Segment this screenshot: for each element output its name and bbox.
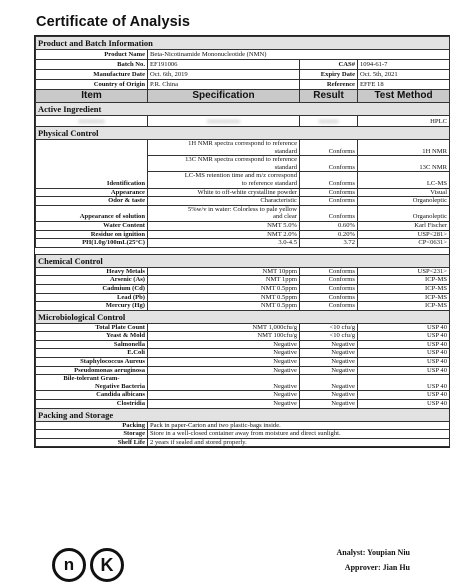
physical-row-item: Odor & taste [36,197,148,206]
physical-row-method: Visual [358,188,450,197]
certificate-table-frame [34,35,450,448]
micro-row-spec: Negative [148,349,300,358]
micro-row-item: Bile-tolerant Gram- Negative Bacteria [36,375,148,391]
analyst-signature: Analyst: Youpian Niu [336,548,410,557]
physical-row-method: Karl Fischer [358,221,450,230]
chemical-row-result: Conforms [300,284,358,293]
micro-row-method: USP 40 [358,332,450,341]
product-info-table [35,36,450,447]
active-section-heading: Active Ingredient [36,103,450,116]
physical-row-spec: NMT 2.0% [148,230,300,239]
chemical-row-method: USP<231> [358,267,450,276]
column-header-result: Result [300,90,358,103]
micro-row-result: Negative [300,391,358,400]
micro-row-method: USP 40 [358,391,450,400]
physical-row-result: 0.20% [300,230,358,239]
footer [34,534,448,586]
micro-row-result: <10 cfu/g [300,332,358,341]
active-method: HPLC [358,116,450,127]
physical-row-method: 1H NMR [358,140,450,156]
physical-row-spec: 5%w/v in water: Colorless to pale yellow and clear [148,205,300,221]
micro-row-result: Negative [300,340,358,349]
chemical-row-item: Mercury (Hg) [36,302,148,311]
chemical-row-item: Cadmium (Cd) [36,284,148,293]
micro-row-method: USP 40 [358,349,450,358]
micro-row-result: <10 cfu/g [300,323,358,332]
chemical-row-item: Heavy Metals [36,267,148,276]
micro-row-result: Negative [300,349,358,358]
product-name-label: Product Name [36,50,148,60]
packing-label: Packing [36,421,148,430]
micro-row-spec: Negative [148,358,300,367]
chemical-row-method: ICP-MS [358,302,450,311]
packing-value: Pack in paper-Carton and two plastic-bags inside. [148,421,450,430]
chemical-row-spec: NMT 10ppm [148,267,300,276]
product-name-value: Beta-Nicotinamide Mononucleotide (NMN) [148,50,450,60]
physical-row-result: 0.60% [300,221,358,230]
shelf-life-value: 2 years if sealed and stored properly. [148,438,450,447]
chemical-row-spec: NMT 0.5ppm [148,293,300,302]
physical-row-spec: White to off-white crystalline powder [148,188,300,197]
physical-row-result: Conforms [300,156,358,172]
country-origin-label: Country of Origin [36,80,148,90]
reference-label: Reference [300,80,358,90]
chemical-row-result: Conforms [300,276,358,285]
micro-row-item: Staphylococcus Aureus [36,358,148,367]
column-header-row [36,90,450,103]
micro-row-spec: Negative [148,391,300,400]
physical-row-method: USP<281> [358,230,450,239]
physical-row-method: Organoleptic [358,205,450,221]
expiry-date-label: Expiry Date [300,70,358,80]
micro-row-result: Negative [300,375,358,391]
micro-row-item: Yeast & Mold [36,332,148,341]
physical-row-method: 13C NMR [358,156,450,172]
physical-section-heading: Physical Control [36,127,450,140]
shelf-life-label: Shelf Life [36,438,148,447]
chemical-row-spec: NMT 0.5ppm [148,284,300,293]
approver-signature: Approver: Jian Hu [344,563,410,572]
document-title: Certificate of Analysis [36,14,191,30]
physical-row-spec: LC-MS retention time and m/z correspond to reference standard [148,172,300,188]
physical-row-result: Conforms [300,205,358,221]
micro-row-spec: Negative [148,400,300,409]
micro-row-item: Salmonella [36,340,148,349]
physical-row-result: Conforms [300,197,358,206]
storage-value: Store in a well-closed container away from moisture and direct sunlight. [148,430,450,439]
chemical-row-result: Conforms [300,267,358,276]
product-section-heading: Product and Batch Information [36,37,450,50]
micro-row-item: Candida albicans [36,391,148,400]
micro-row-method: USP 40 [358,400,450,409]
manufacture-date-value: Oct. 6th, 2019 [148,70,300,80]
physical-row-result: Conforms [300,172,358,188]
physical-row-item: Appearance [36,188,148,197]
chemical-row-item: Lead (Pb) [36,293,148,302]
physical-row-method: CP<0631> [358,239,450,248]
physical-row-spec: 3.0-4.5 [148,239,300,248]
packing-section-heading: Packing and Storage [36,408,450,421]
micro-row-spec: Negative [148,366,300,375]
micro-row-result: Negative [300,400,358,409]
chemical-row-method: ICP-MS [358,284,450,293]
micro-row-method: USP 40 [358,375,450,391]
micro-row-method: USP 40 [358,366,450,375]
micro-row-result: Negative [300,366,358,375]
micro-row-item: E.Coli [36,349,148,358]
micro-row-method: USP 40 [358,323,450,332]
chemical-row-method: ICP-MS [358,276,450,285]
physical-row-spec: 13C NMR spectra correspond to reference standard [148,156,300,172]
physical-row-item: Water Content [36,221,148,230]
country-origin-value: P.R. China [148,80,300,90]
micro-row-method: USP 40 [358,340,450,349]
physical-row-spec: NMT 5.0% [148,221,300,230]
physical-row-result: 3.72 [300,239,358,248]
identification-label: Identification [36,140,148,189]
micro-row-spec: NMT 1,000cfu/g [148,323,300,332]
chemical-row-result: Conforms [300,302,358,311]
chemical-row-method: ICP-MS [358,293,450,302]
batch-value: EF191006 [148,60,300,70]
column-header-method: Test Method [358,90,450,103]
chemical-row-result: Conforms [300,293,358,302]
cas-label: CAS# [300,60,358,70]
physical-row-result: Conforms [300,140,358,156]
expiry-date-value: Oct. 5th, 2021 [358,70,450,80]
micro-row-item: Pseudomonas aeruginosa [36,366,148,375]
certification-logo-n-icon: n [52,548,86,582]
manufacture-date-label: Manufacture Date [36,70,148,80]
physical-row-result: Conforms [300,188,358,197]
physical-row-method: LC-MS [358,172,450,188]
kosher-logo-icon: K [90,548,124,582]
column-header-specification: Specification [148,90,300,103]
cas-value: 1094-61-7 [358,60,450,70]
micro-section-heading: Microbiological Control [36,310,450,323]
micro-row-spec: NMT 100cfu/g [148,332,300,341]
column-header-item: Item [36,90,148,103]
reference-value: EFFE 18 [358,80,450,90]
storage-label: Storage [36,430,148,439]
blurred-specification: xxxxxxxxxx [148,116,300,127]
physical-row-item: Appearance of solution [36,205,148,221]
micro-row-item: Total Plate Count [36,323,148,332]
micro-row-method: USP 40 [358,358,450,367]
chemical-section-heading: Chemical Control [36,254,450,267]
batch-label: Batch No. [36,60,148,70]
chemical-row-item: Arsenic (As) [36,276,148,285]
physical-row-item: PH(1.0g/100mL(25°C) [36,239,148,248]
spacer-row [36,247,450,254]
physical-row-spec: Characteristic [148,197,300,206]
micro-row-result: Negative [300,358,358,367]
micro-row-item: Clostridia [36,400,148,409]
chemical-row-spec: NMT 1ppm [148,276,300,285]
physical-row-method: Organoleptic [358,197,450,206]
blurred-result: xxxxxx [300,116,358,127]
micro-row-spec: Negative [148,340,300,349]
physical-row-spec: 1H NMR spectra correspond to reference standard [148,140,300,156]
micro-row-spec: Negative [148,375,300,391]
blurred-item: xxxxxxxx [36,116,148,127]
physical-row-item: Residue on ignition [36,230,148,239]
chemical-row-spec: NMT 0.5ppm [148,302,300,311]
